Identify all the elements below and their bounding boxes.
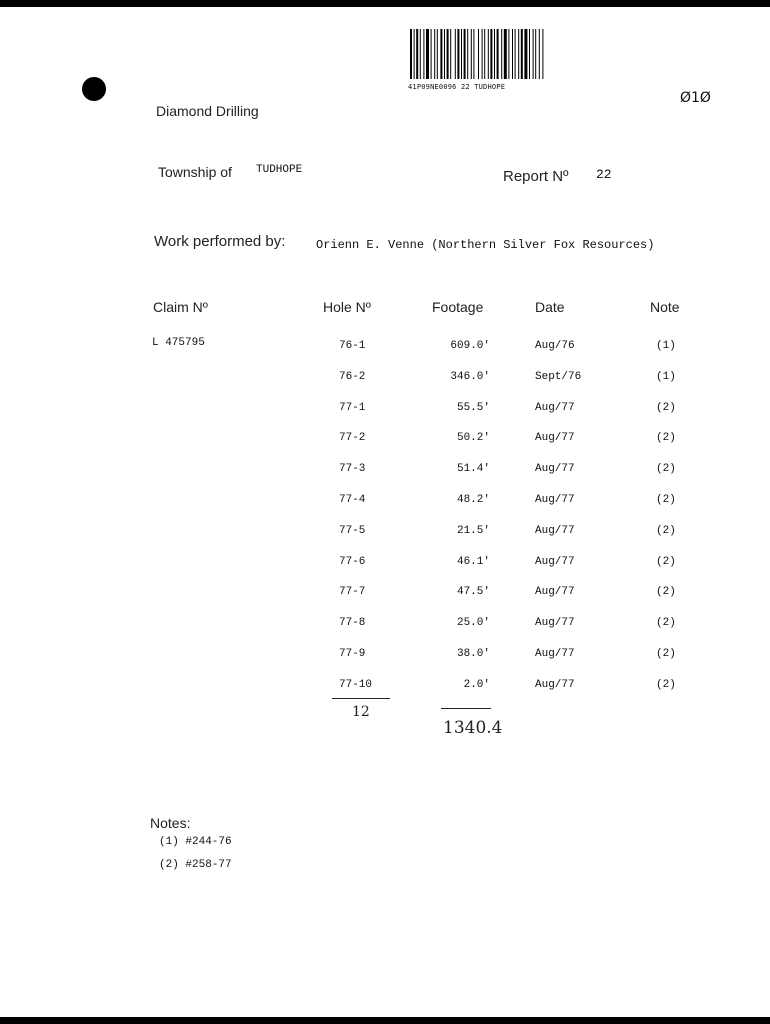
hole-number: 77-4 xyxy=(339,493,366,506)
report-label: Report Nº xyxy=(503,168,569,185)
date: Aug/77 xyxy=(535,524,575,537)
total-footage-handwritten: 1340.4 xyxy=(443,718,503,738)
footage: 51.4' xyxy=(456,463,490,476)
document-title: Diamond Drilling xyxy=(156,103,259,119)
hole-total-rule xyxy=(332,698,390,699)
table-row xyxy=(0,644,770,675)
claim-number: L 475795 xyxy=(152,337,205,349)
hole-number: 77-9 xyxy=(339,647,366,660)
hole-number: 77-5 xyxy=(339,524,366,537)
hole-number: 76-1 xyxy=(339,340,366,352)
hole-number: 77-1 xyxy=(339,401,366,414)
page-number: Ø1Ø xyxy=(680,90,711,106)
table-row xyxy=(0,675,770,706)
date: Sept/76 xyxy=(535,370,582,383)
note-ref: (2) xyxy=(656,463,676,476)
table-row xyxy=(0,582,770,613)
note-item: (2) #258-77 xyxy=(159,859,232,871)
footage: 346.0' xyxy=(450,370,490,383)
column-header-note: Note xyxy=(650,299,680,315)
hole-number: 77-6 xyxy=(339,555,366,568)
table-row xyxy=(0,367,770,398)
date: Aug/76 xyxy=(535,340,575,352)
township-value: TUDHOPE xyxy=(256,164,303,176)
footage: 38.0' xyxy=(456,647,490,660)
date: Aug/77 xyxy=(535,493,575,506)
note-ref: (1) xyxy=(656,340,676,352)
note-ref: (2) xyxy=(656,617,676,630)
hole-number: 76-2 xyxy=(339,370,366,383)
footage: 609.0' xyxy=(450,340,490,352)
footage-total-rule xyxy=(441,708,491,709)
date: Aug/77 xyxy=(535,555,575,568)
note-ref: (2) xyxy=(656,555,676,568)
notes-heading: Notes: xyxy=(150,815,191,831)
table-row xyxy=(0,398,770,429)
footage: 50.2' xyxy=(456,432,490,445)
table-row xyxy=(0,459,770,490)
column-header-hole: Hole Nº xyxy=(323,299,371,315)
footage: 21.5' xyxy=(456,524,490,537)
date: Aug/77 xyxy=(535,432,575,445)
footage: 46.1' xyxy=(456,555,490,568)
date: Aug/77 xyxy=(535,401,575,414)
footage: 47.5' xyxy=(456,586,490,599)
report-number: 22 xyxy=(596,167,612,182)
total-holes-handwritten: 12 xyxy=(352,704,370,720)
table-row xyxy=(0,490,770,521)
footage: 55.5' xyxy=(456,401,490,414)
township-label: Township of xyxy=(158,164,232,180)
hole-number: 77-8 xyxy=(339,617,366,630)
table-row xyxy=(0,552,770,583)
table-row xyxy=(0,521,770,552)
column-header-date: Date xyxy=(535,299,565,315)
footage: 48.2' xyxy=(456,493,490,506)
punch-hole xyxy=(82,77,106,101)
hole-number: 77-10 xyxy=(339,678,373,691)
note-ref: (1) xyxy=(656,370,676,383)
column-header-claim: Claim Nº xyxy=(153,299,208,315)
note-ref: (2) xyxy=(656,678,676,691)
barcode-image xyxy=(410,29,628,84)
work-performed-value: Orienn E. Venne (Northern Silver Fox Resources) xyxy=(316,238,655,252)
note-ref: (2) xyxy=(656,432,676,445)
note-ref: (2) xyxy=(656,647,676,660)
date: Aug/77 xyxy=(535,586,575,599)
date: Aug/77 xyxy=(535,647,575,660)
note-ref: (2) xyxy=(656,586,676,599)
note-item: (1) #244-76 xyxy=(159,836,232,848)
date: Aug/77 xyxy=(535,678,575,691)
table-row xyxy=(0,613,770,644)
note-ref: (2) xyxy=(656,524,676,537)
note-ref: (2) xyxy=(656,493,676,506)
top-border xyxy=(0,0,770,7)
footage: 2.0' xyxy=(463,678,490,691)
hole-number: 77-3 xyxy=(339,463,366,476)
work-performed-label: Work performed by: xyxy=(154,233,286,250)
drill-hole-table xyxy=(0,336,770,706)
column-header-footage: Footage xyxy=(432,299,484,315)
barcode-caption: 41P09NE0096 22 TUDHOPE xyxy=(408,83,506,91)
date: Aug/77 xyxy=(535,617,575,630)
footage: 25.0' xyxy=(456,617,490,630)
bottom-border xyxy=(0,1017,770,1024)
note-ref: (2) xyxy=(656,401,676,414)
hole-number: 77-2 xyxy=(339,432,366,445)
date: Aug/77 xyxy=(535,463,575,476)
hole-number: 77-7 xyxy=(339,586,366,599)
table-row xyxy=(0,428,770,459)
table-row xyxy=(0,336,770,367)
